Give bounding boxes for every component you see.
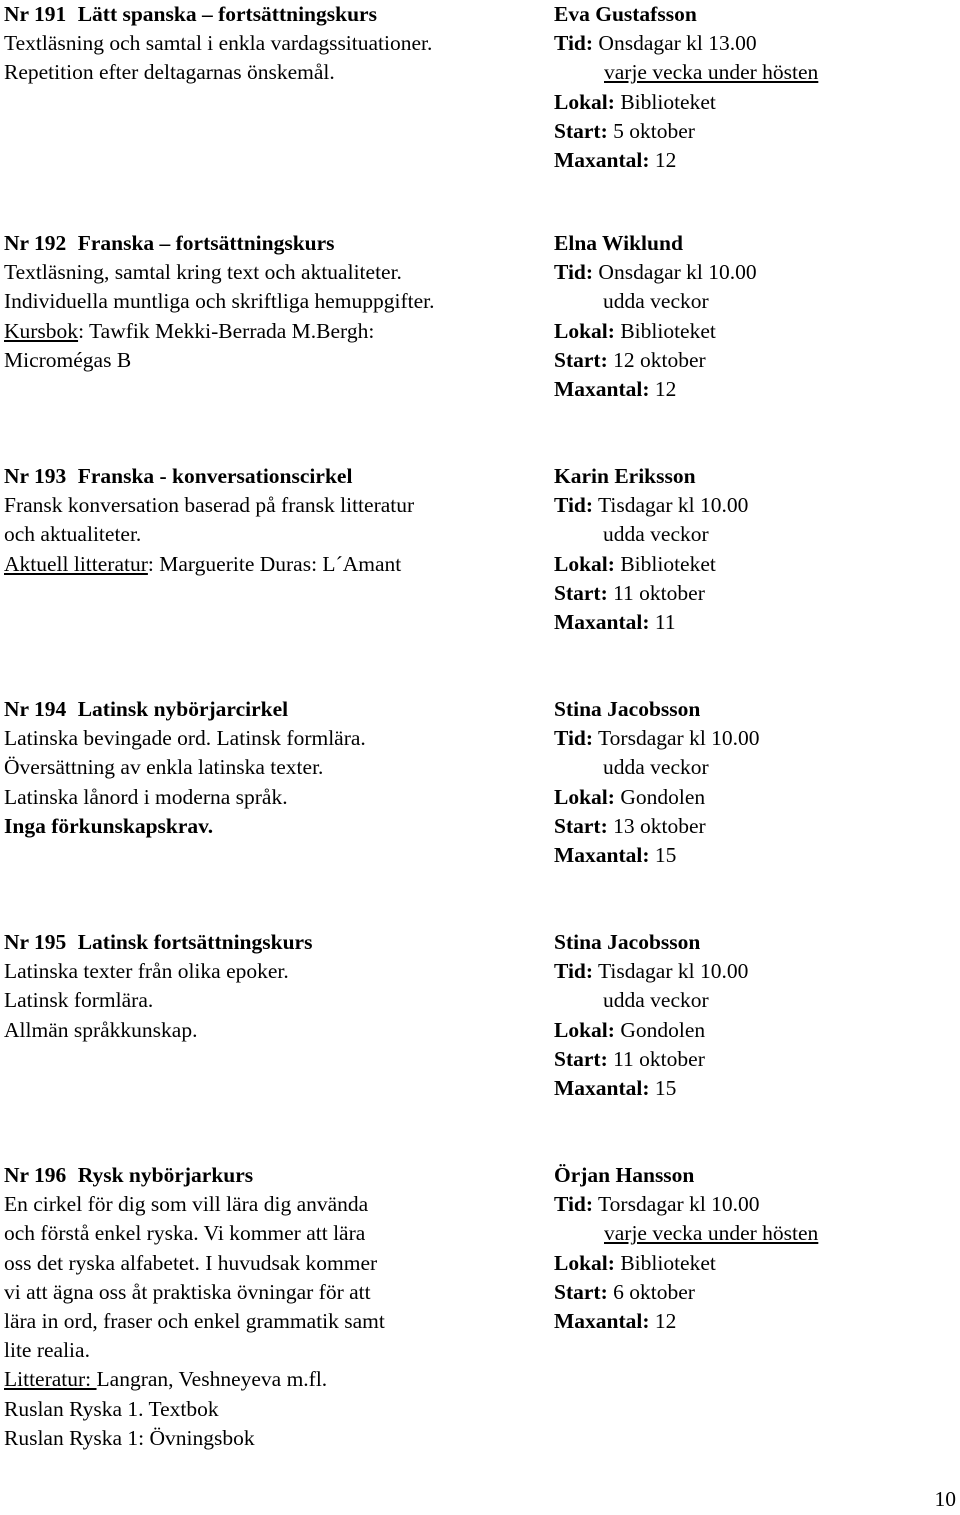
course-title: Franska - konversationscirkel: [77, 464, 353, 488]
course-details: [554, 928, 954, 1103]
description-line: och aktualiteter.: [4, 522, 142, 547]
description-line: Textläsning och samtal i enkla vardagssituationer.: [4, 31, 433, 56]
time-row: Tid: Tisdagar kl 10.00: [554, 959, 749, 984]
course-heading: [4, 928, 544, 957]
start-row: Start: 11 oktober: [554, 1046, 705, 1071]
max-row: Maxantal: 15: [554, 842, 677, 867]
course-details: [554, 0, 954, 175]
course-title: Latinsk fortsättningskurs: [77, 930, 313, 954]
description-line: lite realia.: [4, 1338, 90, 1363]
start-row: Start: 5 oktober: [554, 118, 695, 143]
course-title: Latinsk nybörjarcirkel: [77, 697, 289, 721]
time-row: Tid: Onsdagar kl 13.00: [554, 31, 757, 56]
course-description: [4, 0, 544, 88]
course-leader: Elna Wiklund: [554, 231, 683, 255]
time-row: Tid: Torsdagar kl 10.00: [554, 1192, 760, 1217]
course-heading: [4, 0, 544, 29]
course-description: [4, 1161, 544, 1453]
course-details: [554, 695, 954, 870]
frequency: varje vecka under hösten: [604, 1221, 819, 1246]
place-row: Lokal: Biblioteket: [554, 318, 716, 343]
frequency: udda veckor: [603, 988, 709, 1013]
course-number: Nr 192: [4, 231, 67, 255]
course-number: Nr 194: [4, 697, 67, 721]
course-title: Franska – fortsättningskurs: [77, 231, 335, 255]
start-row: Start: 13 oktober: [554, 813, 706, 838]
course-leader: Stina Jacobsson: [554, 930, 701, 954]
course-heading: [4, 229, 544, 258]
frequency: udda veckor: [603, 755, 709, 780]
course-title: Lätt spanska – fortsättningskurs: [77, 2, 377, 26]
frequency: udda veckor: [603, 522, 709, 547]
course-details: [554, 1161, 954, 1336]
course-leader: Örjan Hansson: [554, 1163, 695, 1187]
course-description: [4, 928, 544, 1045]
time-row: Tid: Tisdagar kl 10.00: [554, 493, 749, 518]
course-title: Rysk nybörjarkurs: [77, 1163, 254, 1187]
description-line: oss det ryska alfabetet. I huvudsak kommer: [4, 1250, 378, 1275]
course-description: [4, 695, 544, 841]
course-heading: [4, 462, 544, 491]
description-line: Fransk konversation baserad på fransk litteratur: [4, 493, 415, 518]
place-row: Lokal: Biblioteket: [554, 551, 716, 576]
course-number: Nr 193: [4, 464, 67, 488]
description-line: vi att ägna oss åt praktiska övningar för att: [4, 1279, 371, 1304]
max-row: Maxantal: 12: [554, 1308, 677, 1333]
course-description: [4, 229, 544, 375]
prerequisite-note: Inga förkunskapskrav.: [4, 813, 214, 838]
description-line: En cirkel för dig som vill lära dig använda: [4, 1192, 369, 1217]
course-literature: Aktuell litteratur: Marguerite Duras: L´Amant: [4, 551, 402, 576]
description-line: Individuella muntliga och skriftliga hemuppgifter.: [4, 289, 435, 314]
course-book: Kursbok: Tawfik Mekki-Berrada M.Bergh:: [4, 318, 375, 343]
description-line: och förstå enkel ryska. Vi kommer att lära: [4, 1221, 366, 1246]
course-book-line2: Micromégas B: [4, 347, 132, 372]
course-literature: Litteratur: Langran, Veshneyeva m.fl.: [4, 1367, 328, 1392]
course-details: [554, 229, 954, 404]
course-details: [554, 462, 954, 637]
max-row: Maxantal: 11: [554, 609, 676, 634]
description-line: Allmän språkkunskap.: [4, 1017, 198, 1042]
course-leader: Eva Gustafsson: [554, 2, 697, 26]
course-heading: [4, 1161, 544, 1190]
description-line: lära in ord, fraser och enkel grammatik samt: [4, 1308, 385, 1333]
description-line: Latinska texter från olika epoker.: [4, 959, 289, 984]
book-line: Ruslan Ryska 1. Textbok: [4, 1396, 219, 1421]
place-row: Lokal: Biblioteket: [554, 1250, 716, 1275]
course-description: [4, 462, 544, 579]
page-number: 10: [934, 1487, 956, 1511]
place-row: Lokal: Gondolen: [554, 784, 706, 809]
description-line: Repetition efter deltagarnas önskemål.: [4, 60, 335, 85]
time-row: Tid: Torsdagar kl 10.00: [554, 726, 760, 751]
course-number: Nr 196: [4, 1163, 67, 1187]
course-number: Nr 191: [4, 2, 67, 26]
course-number: Nr 195: [4, 930, 67, 954]
course-heading: [4, 695, 544, 724]
course-leader: Stina Jacobsson: [554, 697, 701, 721]
max-row: Maxantal: 15: [554, 1075, 677, 1100]
max-row: Maxantal: 12: [554, 147, 677, 172]
description-line: Latinska bevingade ord. Latinsk formlära.: [4, 726, 366, 751]
start-row: Start: 6 oktober: [554, 1279, 695, 1304]
description-line: Översättning av enkla latinska texter.: [4, 755, 324, 780]
time-row: Tid: Onsdagar kl 10.00: [554, 260, 757, 285]
frequency: udda veckor: [603, 289, 709, 314]
description-line: Latinska lånord i moderna språk.: [4, 784, 288, 809]
description-line: Textläsning, samtal kring text och aktualiteter.: [4, 260, 402, 285]
max-row: Maxantal: 12: [554, 376, 677, 401]
start-row: Start: 12 oktober: [554, 347, 706, 372]
course-leader: Karin Eriksson: [554, 464, 696, 488]
frequency: varje vecka under hösten: [604, 60, 819, 85]
start-row: Start: 11 oktober: [554, 580, 705, 605]
place-row: Lokal: Biblioteket: [554, 89, 716, 114]
place-row: Lokal: Gondolen: [554, 1017, 706, 1042]
description-line: Latinsk formlära.: [4, 988, 154, 1013]
book-line: Ruslan Ryska 1: Övningsbok: [4, 1425, 255, 1450]
